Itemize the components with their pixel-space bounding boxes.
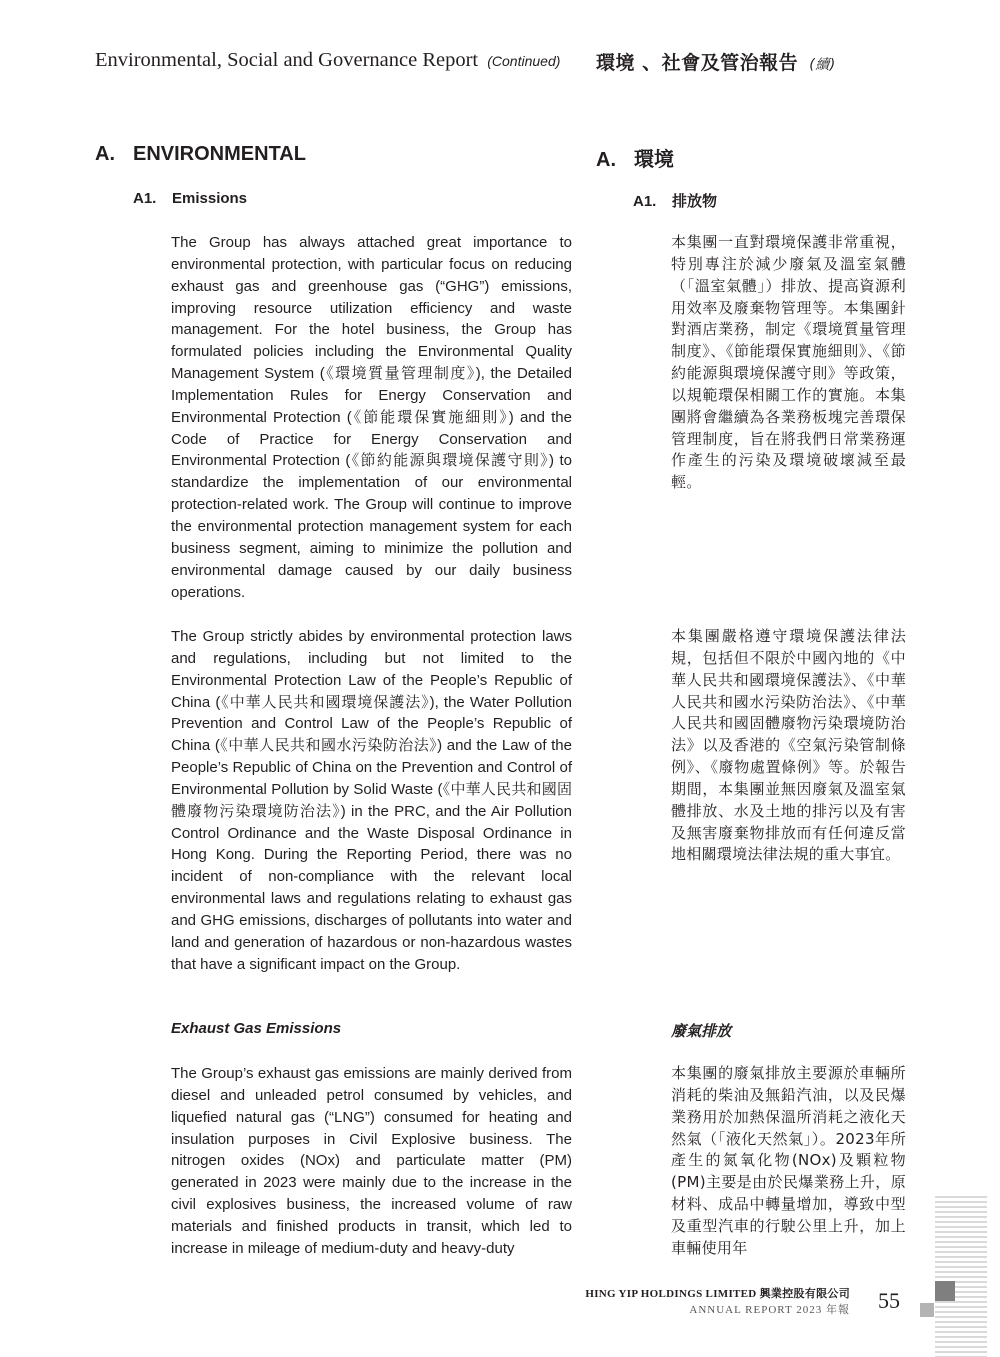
subsection-heading-en <box>133 190 247 207</box>
subsection-heading-zh <box>633 190 717 211</box>
decorative-square-light <box>920 1303 934 1317</box>
section-heading-zh <box>596 143 674 172</box>
subheading-exhaust-zh: 廢氣排放 <box>671 1022 732 1040</box>
page-number: 55 <box>878 1288 900 1313</box>
section-heading-en <box>95 143 306 166</box>
decorative-stripes <box>935 1196 987 1357</box>
paragraph-en-2: The Group strictly abides by environmental protection laws and regulations, including but not limited to the Environmental Protection Law of the People’s Republic of China (《中華人民共和國環境保護法》), the Water Pollution Prevention and Control Law of the People’s Republic of China (《中華人民共和國水污染防治法》) and the Law of the People’s Republic of China on the Prevention and Control of Environmental Pollution by Solid Waste (《中華人民共和國固體廢物污染環境防治法》) in the PRC, and the Air Pollution Control Ordinance and the Waste Disposal Ordinance in Hong Kong. During the Reporting Period, there was no incident of non-compliance with the relevant local environmental laws and regulations relating to exhaust gas and GHG emissions, discharges of pollutants into water and land and generation of hazardous or non-hazardous wastes that have a significant impact on the Group. <box>171 628 572 973</box>
subheading-exhaust-en: Exhaust Gas Emissions <box>171 1020 342 1037</box>
header-title-en-text: Environmental, Social and Governance Report <box>95 49 479 71</box>
header-title-zh <box>596 48 836 75</box>
header-title-en <box>95 49 560 72</box>
footer-company: HING YIP HOLDINGS LIMITED 興業控股有限公司 <box>585 1288 850 1300</box>
subsection-title-en: Emissions <box>172 190 248 207</box>
subsection-number-en: A1. <box>133 190 157 207</box>
header-title-zh-text: 環境 、社會及管治報告 <box>596 52 799 74</box>
subsection-title-zh: 排放物 <box>672 193 718 210</box>
subsection-number-zh: A1. <box>633 193 657 210</box>
section-number-en: A. <box>95 143 115 165</box>
paragraph-en-1: The Group has always attached great importance to environmental protection, with particular focus on reducing exhaust gas and greenhouse gas (“GHG”) emissions, improving resource utilization efficiency and waste management. For the hotel business, the Group has formulated policies including the Environmental Quality Management System (《環境質量管理制度》), the Detailed Implementation Rules for Energy Conservation and Environmental Protection (《節能環保實施細則》) and the Code of Practice for Energy Conservation and Environmental Protection (《節約能源與環境保護守則》) to standardize the implementation of our environmental protection-related work. The Group will continue to improve the environmental protection management system for each business segment, aiming to minimize the pollution and environmental damage caused by our daily business operations. <box>171 234 572 601</box>
header-continued-zh: (續) <box>809 57 836 73</box>
header-continued-en: (Continued) <box>487 53 561 69</box>
paragraph-zh-3: 本集團的廢氣排放主要源於車輛所消耗的柴油及無鉛汽油，以及民爆業務用於加熱保溫所消耗之液化天然氣（「液化天然氣」）。2023年所產生的氮氧化物(NOx)及顆粒物(PM)主要是由於民爆業務上升，原材料、成品中轉量增加，導致中型及重型汽車的行駛公里上升，加上車輛使用年 <box>671 1064 906 1257</box>
footer <box>585 1285 850 1317</box>
section-title-zh: 環境 <box>634 149 674 171</box>
paragraph-zh-2: 本集團嚴格遵守環境保護法律法規，包括但不限於中國內地的《中華人民共和國環境保護法》、《中華人民共和國水污染防治法》、《中華人民共和國固體廢物污染環境防治法》以及香港的《空氣污染管制條例》、《廢物處置條例》等。於報告期間，本集團並無因廢氣及溫室氣體排放、水及土地的排污以及有害及無害廢棄物排放而有任何違反當地相關環境法律法規的重大事宜。 <box>671 627 906 864</box>
decorative-square-dark <box>935 1281 955 1301</box>
paragraph-en-3: The Group’s exhaust gas emissions are mainly derived from diesel and unleaded petrol consumed by vehicles, and liquefied natural gas (“LNG”) consumed for heating and insulation purposes in Civil Explosive business. The nitrogen oxides (NOx) and particulate matter (PM) generated in 2023 were mainly due to the increase in the civil explosives business, the increased volume of raw materials and finished products in transit, which led to increase in mileage of medium-duty and heavy-duty <box>171 1065 572 1257</box>
section-title-en: ENVIRONMENTAL <box>133 143 306 165</box>
footer-report: ANNUAL REPORT 2023 年報 <box>689 1304 850 1316</box>
paragraph-zh-1: 本集團一直對環境保護非常重視，特別專注於減少廢氣及溫室氣體（「溫室氣體」）排放、提高資源利用效率及廢棄物管理等。本集團針對酒店業務，制定《環境質量管理制度》、《節能環保實施細則》、《節約能源與環境保護守則》等政策，以規範環保相關工作的實施。本集團將會繼續為各業務板塊完善環保管理制度，旨在將我們日常業務運作產生的污染及環境破壞減至最輕。 <box>671 233 906 492</box>
section-number-zh: A. <box>596 149 616 171</box>
